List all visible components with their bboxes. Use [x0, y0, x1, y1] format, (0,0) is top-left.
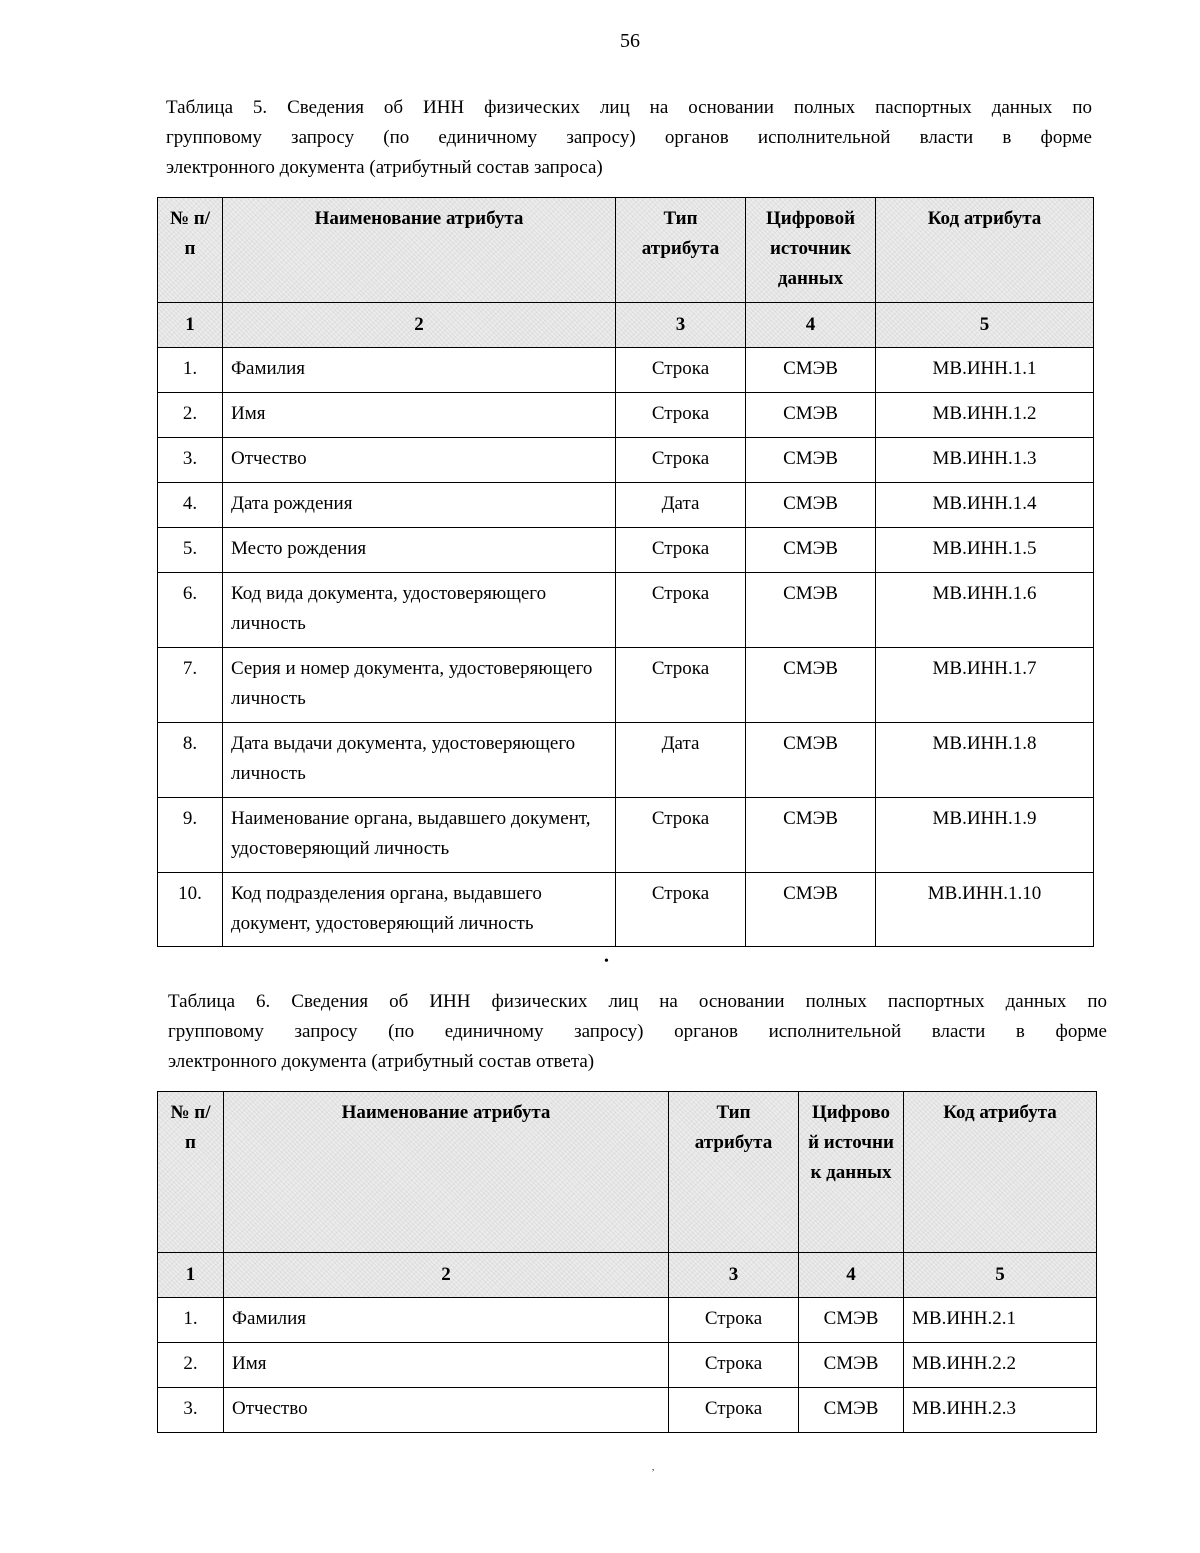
scan-speck: •	[604, 954, 609, 969]
caption-line: Таблица 6. Сведения об ИНН физических лиц на основании полных паспортных данных по	[168, 991, 1107, 1012]
attribute-code: МВ.ИНН.1.10	[876, 873, 1094, 947]
data-source: СМЭВ	[746, 438, 876, 483]
column-number: 5	[904, 1253, 1097, 1298]
attribute-type: Строка	[616, 393, 746, 438]
table5-caption	[166, 93, 1092, 183]
table6-caption	[168, 987, 1107, 1077]
attribute-name: Код подразделения органа, выдавшего документ, удостоверяющий личность	[223, 873, 616, 947]
data-source: СМЭВ	[746, 348, 876, 393]
data-source: СМЭВ	[746, 723, 876, 798]
data-source: СМЭВ	[799, 1343, 904, 1388]
attribute-type: Строка	[616, 438, 746, 483]
attribute-code: МВ.ИНН.1.3	[876, 438, 1094, 483]
header-attribute-type: Тип атрибута	[669, 1092, 799, 1253]
header-attribute-type: Тип атрибута	[616, 198, 746, 303]
attribute-code: МВ.ИНН.1.6	[876, 573, 1094, 648]
column-number: 2	[224, 1253, 669, 1298]
caption-line: электронного документа (атрибутный состав запроса)	[166, 157, 603, 178]
data-source: СМЭВ	[746, 573, 876, 648]
header-data-source: Цифровой источник данных	[746, 198, 876, 303]
attribute-code: МВ.ИНН.2.2	[904, 1343, 1097, 1388]
row-number: 2.	[158, 1343, 224, 1388]
column-number-row	[158, 1253, 1097, 1298]
attribute-name: Отчество	[224, 1388, 669, 1433]
table-row	[158, 1343, 1097, 1388]
attribute-name: Наименование органа, выдавшего документ, удостоверяющий личность	[223, 798, 616, 873]
row-number: 1.	[158, 1298, 224, 1343]
column-number: 1	[158, 303, 223, 348]
table-row	[158, 873, 1094, 947]
attribute-name: Фамилия	[224, 1298, 669, 1343]
attribute-type: Строка	[616, 798, 746, 873]
column-number: 4	[799, 1253, 904, 1298]
page-number: 56	[620, 30, 640, 52]
attribute-type: Дата	[616, 723, 746, 798]
data-source: СМЭВ	[746, 873, 876, 947]
attribute-name: Имя	[224, 1343, 669, 1388]
data-source: СМЭВ	[746, 648, 876, 723]
header-data-source: Цифровой источник данных	[799, 1092, 904, 1253]
row-number: 10.	[158, 873, 223, 947]
attribute-type: Строка	[669, 1343, 799, 1388]
table-row	[158, 1298, 1097, 1343]
row-number: 2.	[158, 393, 223, 438]
attribute-code: МВ.ИНН.1.4	[876, 483, 1094, 528]
header-attribute-code: Код атрибута	[876, 198, 1094, 303]
table-header-row	[158, 1092, 1097, 1253]
row-number: 6.	[158, 573, 223, 648]
attribute-code: МВ.ИНН.1.8	[876, 723, 1094, 798]
table-row	[158, 393, 1094, 438]
caption-line: групповому запросу (по единичному запросу) органов исполнительной власти в форме	[168, 1021, 1107, 1042]
table-row	[158, 723, 1094, 798]
row-number: 7.	[158, 648, 223, 723]
scan-speck: ,	[652, 1462, 655, 1472]
column-number: 2	[223, 303, 616, 348]
attribute-name: Код вида документа, удостоверяющего личность	[223, 573, 616, 648]
table-row	[158, 348, 1094, 393]
attribute-code: МВ.ИНН.1.9	[876, 798, 1094, 873]
column-number: 3	[616, 303, 746, 348]
attribute-name: Имя	[223, 393, 616, 438]
attribute-name: Дата рождения	[223, 483, 616, 528]
row-number: 4.	[158, 483, 223, 528]
attribute-type: Дата	[616, 483, 746, 528]
data-source: СМЭВ	[746, 798, 876, 873]
row-number: 1.	[158, 348, 223, 393]
attribute-code: МВ.ИНН.2.1	[904, 1298, 1097, 1343]
caption-line: Таблица 5. Сведения об ИНН физических лиц на основании полных паспортных данных по	[166, 97, 1092, 118]
attribute-code: МВ.ИНН.2.3	[904, 1388, 1097, 1433]
attribute-code: МВ.ИНН.1.7	[876, 648, 1094, 723]
attribute-code: МВ.ИНН.1.5	[876, 528, 1094, 573]
attribute-name: Отчество	[223, 438, 616, 483]
table-row	[158, 573, 1094, 648]
row-number: 5.	[158, 528, 223, 573]
table-row	[158, 438, 1094, 483]
header-attribute-name: Наименование атрибута	[224, 1092, 669, 1253]
table-header-row	[158, 198, 1094, 303]
header-number: № п/п	[158, 198, 223, 303]
table6	[157, 1091, 1097, 1433]
attribute-type: Строка	[669, 1298, 799, 1343]
column-number: 5	[876, 303, 1094, 348]
row-number: 8.	[158, 723, 223, 798]
column-number: 4	[746, 303, 876, 348]
attribute-name: Место рождения	[223, 528, 616, 573]
caption-line: электронного документа (атрибутный состав ответа)	[168, 1051, 595, 1072]
attribute-name: Дата выдачи документа, удостоверяющего личность	[223, 723, 616, 798]
data-source: СМЭВ	[799, 1388, 904, 1433]
attribute-type: Строка	[616, 873, 746, 947]
attribute-type: Строка	[669, 1388, 799, 1433]
table-row	[158, 1388, 1097, 1433]
table5	[157, 197, 1094, 947]
table-row	[158, 648, 1094, 723]
header-attribute-code: Код атрибута	[904, 1092, 1097, 1253]
row-number: 9.	[158, 798, 223, 873]
data-source: СМЭВ	[746, 528, 876, 573]
column-number-row	[158, 303, 1094, 348]
data-source: СМЭВ	[746, 393, 876, 438]
column-number: 1	[158, 1253, 224, 1298]
attribute-name: Фамилия	[223, 348, 616, 393]
attribute-type: Строка	[616, 573, 746, 648]
table-row	[158, 483, 1094, 528]
attribute-code: МВ.ИНН.1.2	[876, 393, 1094, 438]
data-source: СМЭВ	[746, 483, 876, 528]
caption-line: групповому запросу (по единичному запросу) органов исполнительной власти в форме	[166, 127, 1092, 148]
attribute-code: МВ.ИНН.1.1	[876, 348, 1094, 393]
header-number: № п/п	[158, 1092, 224, 1253]
column-number: 3	[669, 1253, 799, 1298]
table-row	[158, 798, 1094, 873]
data-source: СМЭВ	[799, 1298, 904, 1343]
attribute-type: Строка	[616, 528, 746, 573]
table-row	[158, 528, 1094, 573]
attribute-type: Строка	[616, 348, 746, 393]
attribute-name: Серия и номер документа, удостоверяющего личность	[223, 648, 616, 723]
attribute-type: Строка	[616, 648, 746, 723]
row-number: 3.	[158, 1388, 224, 1433]
header-attribute-name: Наименование атрибута	[223, 198, 616, 303]
row-number: 3.	[158, 438, 223, 483]
